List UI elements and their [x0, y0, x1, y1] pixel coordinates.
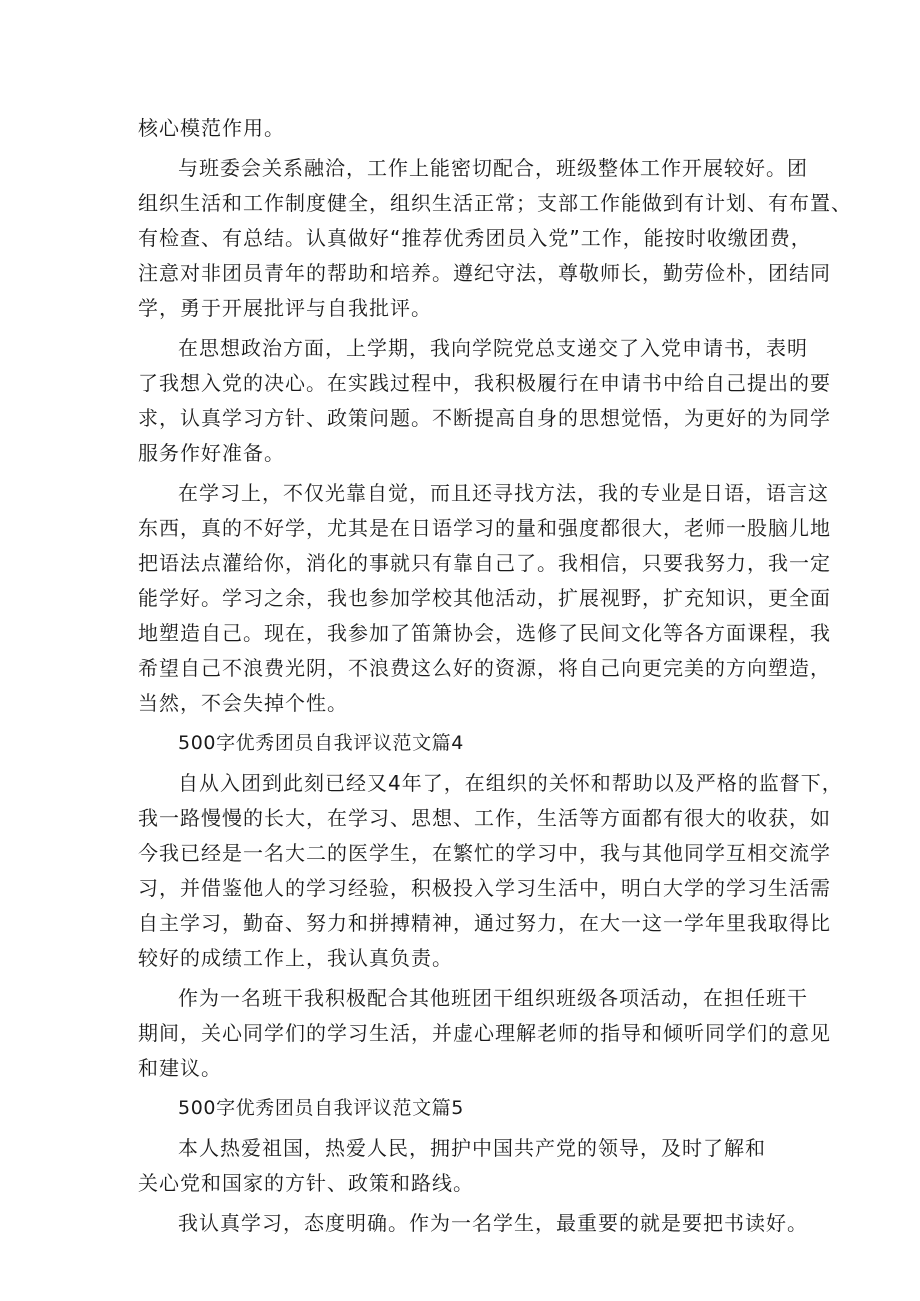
paragraph-line: 本人热爱祖国，热爱人民，拥护中国共产党的领导，及时了解和 — [178, 1136, 766, 1160]
paragraph-line: 较好的成绩工作上，我认真负责。 — [138, 946, 453, 970]
paragraph-line: 当然，不会失掉个性。 — [138, 691, 348, 715]
paragraph-line: 了我想入党的决心。在实践过程中，我积极履行在申请书中给自己提出的要 — [138, 371, 831, 395]
paragraph-line: 与班委会关系融洽，工作上能密切配合，班级整体工作开展较好。团 — [178, 156, 808, 180]
paragraph-line: 有检查、有总结。认真做好“推荐优秀团员入党”工作，能按时收缴团费， — [138, 226, 812, 250]
paragraph-line: 作为一名班干我积极配合其他班团干组织班级各项活动，在担任班干 — [178, 986, 808, 1010]
paragraph-line: 习，并借鉴他人的学习经验，积极投入学习生活中，明白大学的学习生活需 — [138, 876, 831, 900]
paragraph-line: 自从入团到此刻已经又4年了，在组织的关怀和帮助以及严格的监督下， — [178, 771, 843, 795]
paragraph-line: 核心模范作用。 — [138, 116, 285, 140]
paragraph-line: 今我已经是一名大二的医学生，在繁忙的学习中，我与其他同学互相交流学 — [138, 841, 831, 865]
section-heading: 500字优秀团员自我评议范文篇5 — [178, 1097, 464, 1119]
paragraph-line: 自主学习，勤奋、努力和拼搏精神，通过努力，在大一这一学年里我取得比 — [138, 911, 831, 935]
paragraph-line: 注意对非团员青年的帮助和培养。遵纪守法，尊敬师长，勤劳俭朴，团结同 — [138, 261, 831, 285]
paragraph-line: 能学好。学习之余，我也参加学校其他活动，扩展视野，扩充知识，更全面 — [138, 586, 831, 610]
paragraph-line: 在学习上，不仅光靠自觉，而且还寻找方法，我的专业是日语，语言这 — [178, 481, 829, 505]
paragraph-line: 地塑造自己。现在，我参加了笛箫协会，选修了民间文化等各方面课程，我 — [138, 621, 831, 645]
paragraph-line: 在思想政治方面，上学期，我向学院党总支递交了入党申请书，表明 — [178, 336, 808, 360]
paragraph-line: 和建议。 — [138, 1056, 222, 1080]
section-heading: 500字优秀团员自我评议范文篇4 — [178, 732, 464, 754]
paragraph-line: 东西，真的不好学，尤其是在日语学习的量和强度都很大，老师一股脑儿地 — [138, 516, 831, 540]
paragraph-line: 服务作好准备。 — [138, 441, 285, 465]
paragraph-line: 求，认真学习方针、政策问题。不断提高自身的思想觉悟，为更好的为同学 — [138, 406, 831, 430]
paragraph-line: 关心党和国家的方针、政策和路线。 — [138, 1171, 474, 1195]
paragraph-line: 学，勇于开展批评与自我批评。 — [138, 296, 432, 320]
paragraph-line: 组织生活和工作制度健全，组织生活正常；支部工作能做到有计划、有布置、 — [138, 191, 852, 215]
paragraph-line: 我认真学习，态度明确。作为一名学生，最重要的就是要把书读好。 — [178, 1211, 808, 1235]
paragraph-line: 我一路慢慢的长大，在学习、思想、工作，生活等方面都有很大的收获，如 — [138, 806, 831, 830]
paragraph-line: 期间，关心同学们的学习生活，并虚心理解老师的指导和倾听同学们的意见 — [138, 1021, 831, 1045]
paragraph-line: 希望自己不浪费光阴，不浪费这么好的资源，将自己向更完美的方向塑造， — [138, 656, 831, 680]
paragraph-line: 把语法点灌给你，消化的事就只有靠自己了。我相信，只要我努力，我一定 — [138, 551, 831, 575]
